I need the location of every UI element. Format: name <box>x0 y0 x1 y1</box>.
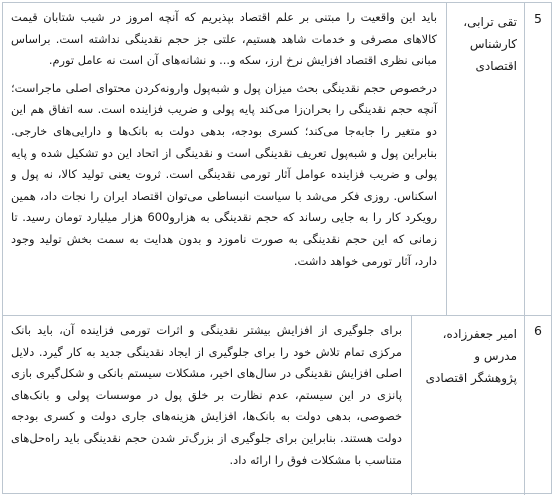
table-row <box>3 3 551 316</box>
expert-name-line: مدرس و <box>474 349 517 363</box>
interview-table <box>2 2 552 494</box>
expert-name-line: تقی ترابی، <box>463 15 517 29</box>
table-row <box>3 315 551 495</box>
expert-name-line: امیر جعفرزاده، <box>442 327 517 341</box>
opinion-paragraph: باید این واقعیت را مبتنی بر علم اقتصاد بپذیریم که آنچه امروز در شیب شتابان قیمت کالاهای مصرفی و خدمات شاهد هستیم، علتی جز حجم نقدینگی نداشته است. براساس مبانی نظری اقتصاد افزایش نرخ ارز، سکه و... و نشانه‌های آن است نه عامل تورم. <box>11 10 437 68</box>
expert-name <box>446 3 524 315</box>
expert-name-line: کارشناس <box>469 37 517 51</box>
expert-opinion <box>3 3 446 315</box>
opinion-paragraph: درخصوص حجم نقدینگی بحث میزان پول و شبه‌پول وارونه‌کردن محتوای اصلی ماجراست؛ آنچه حجم نقدینگی را بحران‌زا می‌کند پایه پولی و ضریب فزاینده است. سه اتفاق هم این دو متغیر را جابه‌جا می‌کند؛ کسری بودجه، بدهی دولت به بانک‌ها و دارایی‌های خارجی. بنابراین پول و شبه‌پول تعریف نقدینگی است و نقدینگی از اتحاد این دو تشکیل شده و پایه پولی و ضریب فزاینده عوامل آثار تورمی نقدینگی است. ثروت یعنی تولید کالا، نه پول و اسکناس. روزی فکر می‌شد با سیاست انبساطی می‌توان اقتصاد ایران را نجات داد، همین رویکرد کار را به جایی رساند که حجم نقدینگی به هزارو600 هزار میلیارد تومان رسید. تا زمانی که این حجم نقدینگی به صورت ناموزد و بدون هدایت به سمت بخش تولید وجود دارد، آثار تورمی خواهد داشت. <box>11 80 437 268</box>
expert-name <box>411 315 524 495</box>
opinion-paragraph: برای جلوگیری از افزایش بیشتر نقدینگی و اثرات تورمی فزاینده آن، باید بانک مرکزی تمام تلاش خود را برای جلوگیری از ایجاد نقدینگی جدید به کار گیرد. دلایل اصلی افزایش نقدینگی در سال‌های اخیر، مشکلات سیستم بانکی و شکل‌گیری بازی پانزی در این سیستم، عدم نظارت بر خلق پول در موسسات پولی و بانک‌های خصوصی، بدهی دولت به بانک‌ها، افزایش هزینه‌های جاری دولت و کسری بودجه دولت هستند. بنابراین برای جلوگیری از بزرگ‌تر شدن حجم نقدینگی باید راه‌حل‌های متناسب با مشکلات فوق را ارائه داد. <box>11 323 402 467</box>
expert-name-line: اقتصادی <box>475 59 517 73</box>
expert-name-line: پژوهشگر اقتصادی <box>425 371 517 385</box>
row-number: 6 <box>524 315 551 495</box>
expert-opinion <box>3 315 411 495</box>
row-number: 5 <box>524 3 551 315</box>
